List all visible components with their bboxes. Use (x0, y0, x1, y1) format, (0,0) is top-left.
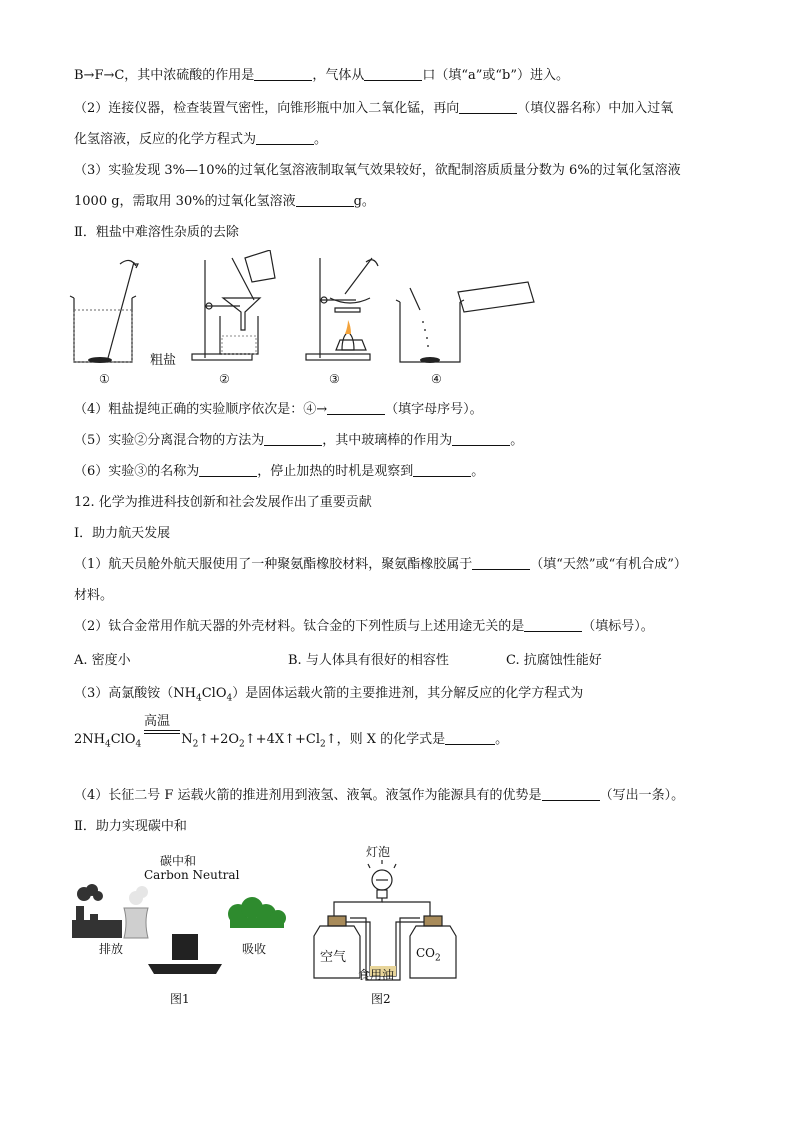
salt-label: 粗盐 (150, 353, 177, 368)
fig-number-4: ④ (431, 372, 442, 386)
answer-blank[interactable] (296, 192, 354, 207)
text-line-2: （2）连接仪器，检查装置气密性，向锥形瓶中加入二氧化锰，再向 （填仪器名称）中加入过氧 (74, 101, 674, 116)
emit-label: 排放 (99, 942, 124, 956)
fig-number-3: ③ (329, 372, 340, 386)
answer-blank[interactable] (413, 462, 471, 477)
fig1-caption: 图1 (170, 992, 190, 1006)
carbon-neutral-title: 碳中和 (160, 854, 197, 868)
answer-blank[interactable] (254, 66, 312, 81)
decomposition-equation: 高温 $2NH_4ClO_4$ $N_2↑+2O_2↑+4X↑+Cl_2↑$，则 X 的化学式是 。 (74, 714, 509, 750)
answer-blank[interactable] (264, 431, 322, 446)
absorb-label: 吸收 (242, 942, 267, 956)
answer-blank[interactable] (327, 400, 385, 415)
fig2-caption: 图2 (371, 992, 391, 1006)
answer-blank[interactable] (364, 66, 422, 81)
text-line-15: （3）高氯酸铵$(NH_4ClO_4)$是固体运载火箭的主要推进剂，其分解反应的化学方程式为 (74, 686, 584, 704)
answer-blank[interactable] (256, 130, 314, 145)
text-line-9: （6）实验③的名称为 ，停止加热的时机是观察到 。 (74, 464, 485, 479)
text-line-3: 化氢溶液，反应的化学方程式为 。 (74, 132, 328, 147)
text-line-8: （5）实验②分离混合物的方法为 ，其中玻璃棒的作用为 。 (74, 433, 524, 448)
fig-number-1: ① (99, 372, 110, 386)
section-heading-2: Ⅱ．粗盐中难溶性杂质的去除 (74, 225, 239, 240)
text-line-4: （3）实验发现 3%—10%的过氧化氢溶液制取氧气效果较好，欲配制溶质质量分数为 6%的过氧化氢溶液 (74, 163, 681, 178)
oil-label: 食用油 (358, 968, 395, 982)
salt-experiment-figure (60, 250, 560, 368)
bulb-label: 灯泡 (366, 845, 391, 859)
option-c: C. 抗腐蚀性能好 (506, 653, 602, 668)
answer-blank[interactable] (524, 617, 582, 632)
answer-blank[interactable] (452, 431, 510, 446)
answer-blank[interactable] (542, 786, 600, 801)
section-heading-1: Ⅰ．助力航天发展 (74, 526, 171, 541)
text-line-12: （1）航天员舱外航天服使用了一种聚氨酯橡胶材料，聚氨酯橡胶属于 （填“天然”或“有机合成”） (74, 557, 687, 572)
text-line-7: （4）粗盐提纯正确的实验顺序依次是：④→ （填字母序号）。 (74, 402, 483, 417)
question-12-title: 12. 化学为推进科技创新和社会发展作出了重要贡献 (74, 495, 372, 510)
text-line-14: （2）钛合金常用作航天器的外壳材料。钛合金的下列性质与上述用途无关的是 （填标号）。 (74, 619, 654, 634)
text-line-1: B→F→C，其中浓硫酸的作用是 ，气体从 口（填“a”或“b”）进入。 (74, 68, 569, 83)
carbon-neutral-en: Carbon Neutral (144, 868, 240, 882)
option-b: B. 与人体具有很好的相容性 (288, 653, 449, 668)
answer-blank[interactable] (472, 555, 530, 570)
answer-blank[interactable] (199, 462, 257, 477)
co2-label: $CO_2$ (416, 946, 441, 964)
option-a: A. 密度小 (74, 653, 131, 668)
answer-blank[interactable] (459, 99, 517, 114)
answer-blank[interactable] (445, 730, 495, 745)
formula-nh4clo4: $NH_4ClO_4$ (173, 686, 233, 704)
text-line-16: （4）长征二号 F 运载火箭的推进剂用到液氢、液氧。液氢作为能源具有的优势是 （写出一条）。 (74, 788, 685, 803)
text-line-13: 材料。 (74, 588, 114, 603)
fig-number-2: ② (219, 372, 230, 386)
section-heading-carbon: Ⅱ．助力实现碳中和 (74, 819, 187, 834)
air-label: 空气 (320, 950, 347, 965)
carbon-neutral-figure (70, 884, 300, 984)
text-line-5: 1000 g，需取用 30%的过氧化氢溶液 g。 (74, 194, 375, 209)
